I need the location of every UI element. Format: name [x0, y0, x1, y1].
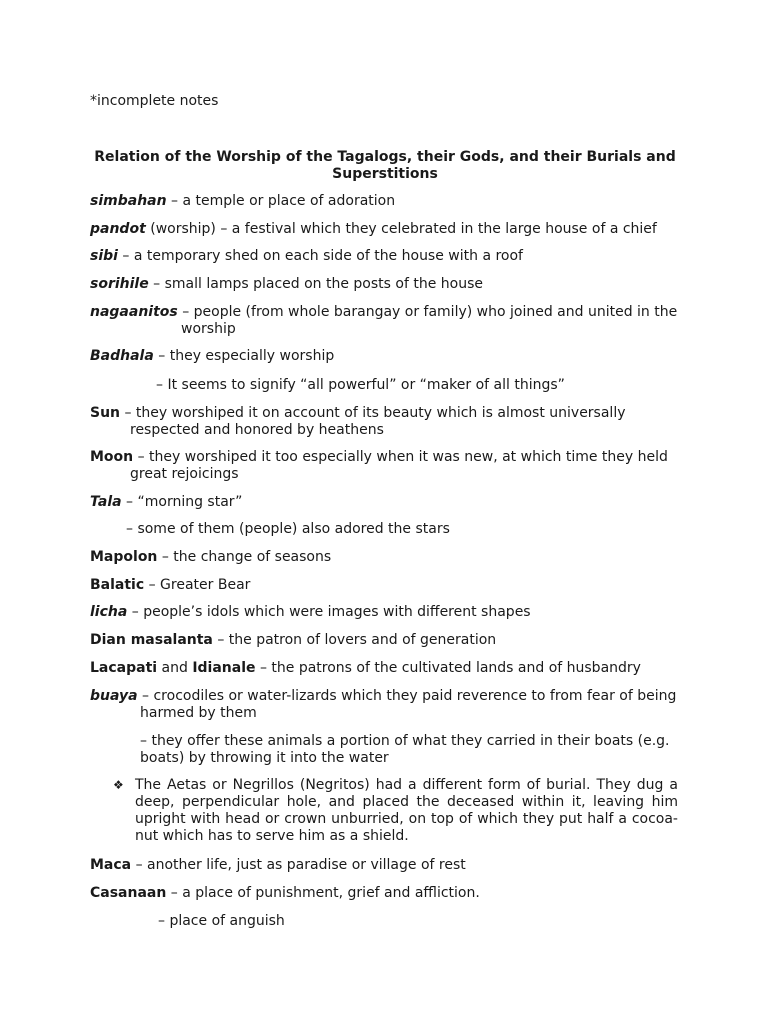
- term: licha: [90, 604, 128, 620]
- entry-moon-cont: great rejoicings: [130, 466, 239, 482]
- conjunction: and: [157, 660, 193, 676]
- term: buaya: [90, 688, 138, 704]
- entry-pandot: [90, 221, 657, 238]
- entry-casanaan: [90, 885, 480, 902]
- definition: – people (from whole barangay or family) who joined and united in the: [177, 304, 678, 320]
- term: Sun: [90, 405, 121, 421]
- term: Badhala: [90, 348, 154, 364]
- burial-bullet-paragraph: The Aetas or Negrillos (Negritos) had a different form of burial. They dug a deep, perpendicular hole, and placed the deceased within it, leaving him upright with head or crown unburried, on top of which they put half a cocoa-nut which has to serve him as a shield.: [135, 777, 678, 844]
- definition: – they worshiped it on account of its beauty which is almost universally: [120, 405, 626, 421]
- term: Maca: [90, 857, 132, 873]
- term: sibi: [90, 248, 118, 264]
- entry-buaya-sub-cont: boats) by throwing it into the water: [140, 750, 389, 766]
- entry-tala-sub: – some of them (people) also adored the stars: [126, 521, 450, 537]
- definition: – the patron of lovers and of generation: [212, 632, 497, 648]
- diamond-bullet-icon: ❖: [113, 778, 124, 792]
- entry-nagaanitos-cont: worship: [181, 321, 236, 337]
- definition: – Greater Bear: [144, 577, 251, 593]
- definition: – small lamps placed on the posts of the house: [148, 276, 483, 292]
- definition: – another life, just as paradise or village of rest: [131, 857, 466, 873]
- entry-sun: [90, 405, 626, 422]
- page-title: Relation of the Worship of the Tagalogs, their Gods, and their Burials and Superstitions: [94, 149, 676, 182]
- term-2: Idianale: [192, 660, 256, 676]
- definition: – the patrons of the cultivated lands and of husbandry: [255, 660, 641, 676]
- term: Tala: [90, 494, 122, 510]
- entry-badhala: [90, 348, 334, 365]
- term: pandot: [90, 221, 146, 237]
- definition: – they especially worship: [153, 348, 335, 364]
- term: nagaanitos: [90, 304, 178, 320]
- entry-sun-cont: respected and honored by heathens: [130, 422, 384, 438]
- definition: – “morning star”: [121, 494, 243, 510]
- term: Casanaan: [90, 885, 167, 901]
- definition: – a temple or place of adoration: [166, 193, 396, 209]
- term: Moon: [90, 449, 134, 465]
- entry-buaya-cont: harmed by them: [140, 705, 257, 721]
- entry-maca: [90, 857, 466, 874]
- definition: – the change of seasons: [157, 549, 332, 565]
- incomplete-note: *incomplete notes: [90, 93, 219, 109]
- definition: – people’s idols which were images with different shapes: [127, 604, 531, 620]
- entry-nagaanitos: [90, 304, 677, 321]
- definition: – crocodiles or water-lizards which they paid reverence to from fear of being: [137, 688, 677, 704]
- definition: – a temporary shed on each side of the house with a roof: [117, 248, 523, 264]
- definition: – a place of punishment, grief and affliction.: [166, 885, 480, 901]
- term: sorihile: [90, 276, 149, 292]
- entry-sibi: [90, 248, 523, 265]
- entry-casanaan-sub: – place of anguish: [158, 913, 285, 929]
- definition: – they worshiped it too especially when it was new, at which time they held: [133, 449, 668, 465]
- entry-buaya-sub: – they offer these animals a portion of what they carried in their boats (e.g.: [140, 733, 670, 749]
- term: Lacapati: [90, 660, 158, 676]
- term: Dian masalanta: [90, 632, 213, 648]
- entry-simbahan: [90, 193, 395, 210]
- entry-dian-masalanta: [90, 632, 496, 649]
- entry-licha: [90, 604, 531, 621]
- entry-lacapati-idianale: [90, 660, 641, 677]
- entry-buaya: [90, 688, 676, 705]
- entry-badhala-sub: – It seems to signify “all powerful” or “maker of all things”: [156, 377, 565, 393]
- entry-mapolon: [90, 549, 331, 566]
- entry-moon: [90, 449, 668, 466]
- term: Balatic: [90, 577, 145, 593]
- term: simbahan: [90, 193, 167, 209]
- entry-tala: [90, 494, 242, 511]
- entry-balatic: [90, 577, 250, 594]
- definition: (worship) – a festival which they celebrated in the large house of a chief: [145, 221, 657, 237]
- entry-sorihile: [90, 276, 483, 293]
- term: Mapolon: [90, 549, 158, 565]
